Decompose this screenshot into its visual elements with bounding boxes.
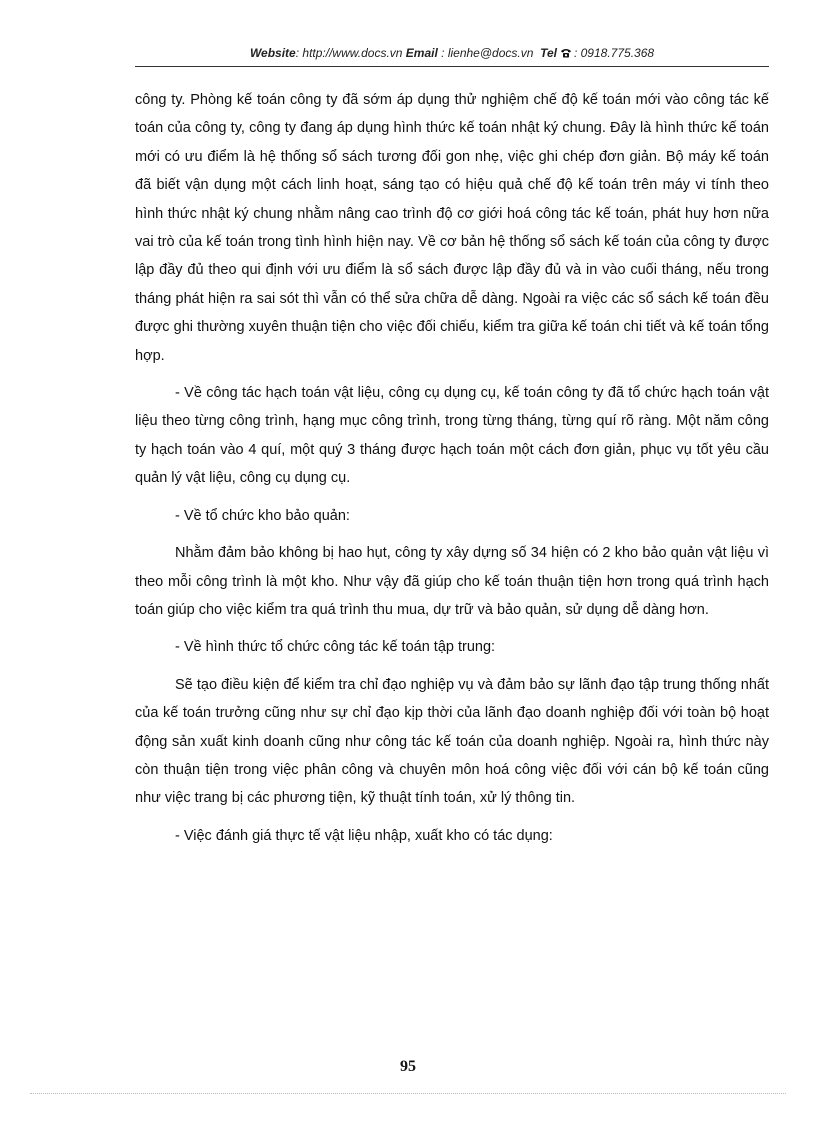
document-body (135, 86, 769, 859)
paragraph-centralized-heading: - Về hình thức tổ chức công tác kế toán tập trung: (175, 639, 496, 656)
footer-divider (30, 1093, 786, 1094)
website-label: Website (249, 46, 296, 60)
paragraph-centralized: Sẽ tạo điều kiện để kiểm tra chỉ đạo nghiệp vụ và đảm bảo sự lãnh đạo tập trung thống nhất của kế toán trưởng cũng như sự chỉ đạo kịp thời của lãnh đạo doanh nghiệp đối với toàn bộ hoạt động sản xuất kinh doanh cũng như công tác kế toán của doanh nghiệp. Ngoài ra, hình thức này còn thuận tiện trong việc phân công và chuyên môn hoá công việc đối với cán bộ kế toán cũng như việc trang bị các phương tiện, kỹ thuật tính toán, xử lý thông tin. (135, 676, 769, 807)
paragraph-material-accounting: - Về công tác hạch toán vật liệu, công cụ dụng cụ, kế toán công ty đã tổ chức hạch toán vật liệu theo từng công trình, hạng mục công trình, trong từng tháng, từng quí rõ ràng. Một năm công ty hạch toán vào 4 quí, một quý 3 tháng được hạch toán một cách đơn giản, phục vụ tốt yêu cầu quản lý vật liệu, công cụ dụng cụ. (135, 385, 769, 487)
page-number: 95 (400, 1058, 416, 1075)
phone-icon (560, 48, 572, 58)
tel-value: : 0918.775.368 (573, 46, 655, 60)
tel-label: Tel (540, 46, 557, 60)
email-value: : lienhe@docs.vn (437, 46, 534, 60)
paragraph-warehouse-heading: - Về tổ chức kho bảo quản: (175, 507, 350, 524)
paragraph-valuation-heading: - Việc đánh giá thực tế vật liệu nhập, xuất kho có tác dụng: (175, 827, 553, 844)
email-label: Email (405, 46, 438, 60)
website-value: : http://www.docs.vn (295, 46, 403, 60)
paragraph-warehouse: Nhằm đảm bảo không bị hao hụt, công ty xây dựng số 34 hiện có 2 kho bảo quản vật liệu vì theo mỗi công trình là một kho. Như vậy đã giúp cho kế toán thuận tiện hơn trong quá trình hạch toán giúp cho việc kiểm tra quá trình thu mua, dự trữ và bảo quản, sử dụng dễ dàng hơn. (135, 545, 769, 618)
header-divider (135, 66, 769, 67)
paragraph-intro: công ty. Phòng kế toán công ty đã sớm áp dụng thử nghiệm chế độ kế toán mới vào công tác kế toán của công ty, công ty đang áp dụng hình thức kế toán nhật ký chung. Đây là hình thức kế toán mới có ưu điểm là hệ thống sổ sách tương đối gon nhẹ, việc ghi chép đơn giản. Bộ máy kế toán đã biết vận dụng một cách linh hoạt, sáng tạo có hiệu quả chế độ kế toán trên máy vi tính theo hình thức nhật ký chung nhằm nâng cao trình độ cơ giới hoá công tác kế toán, phát huy hơn nữa vai trò của kế toán trong tình hình hiện nay. Về cơ bản hệ thống sổ sách kế toán của công ty được lập đầy đủ theo qui định với ưu điểm là sổ sách được lập đầy đủ và in vào cuối tháng, nếu trong tháng phát hiện ra sai sót thì vẫn có thể sửa chữa dễ dàng. Ngoài ra việc các sổ sách kế toán đều được ghi thường xuyên thuận tiện cho việc đối chiếu, kiểm tra giữa kế toán chi tiết và kế toán tổng hợp. (135, 92, 769, 364)
page-header (135, 44, 769, 62)
